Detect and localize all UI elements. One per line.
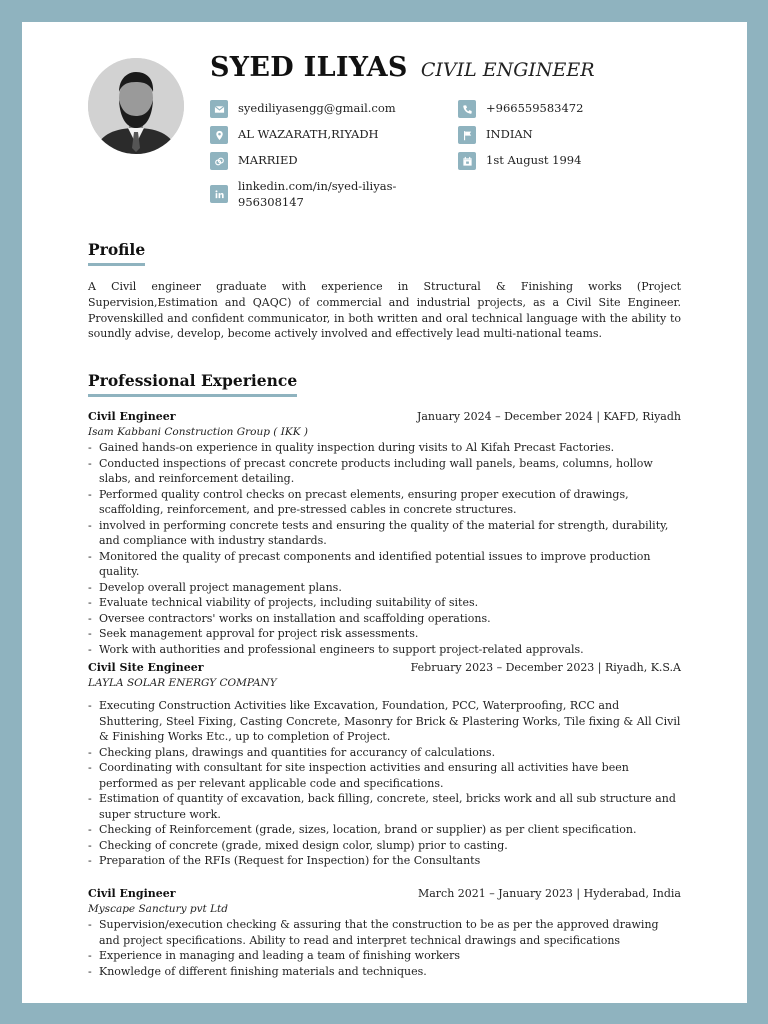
list-item: - Monitored the quality of precast components and identified potential issues to improve production quality. [88,549,681,580]
phone-icon [458,100,476,118]
job-dates-location: January 2024 – December 2024 | KAFD, Riyadh [416,410,681,423]
profile-summary: A Civil engineer graduate with experience in Structural & Finishing works (Project Supervision,Estimation and QAQC) of commercial and industrial projects, as a Civil Site Engineer. Provenskilled and confident communicator, in both written and oral technical language with the ability to soundly advise, develop, become actively involved and effectively lead multi-national teams. [88,280,681,341]
person-portrait-icon [88,58,184,154]
contact-email[interactable] [210,100,396,118]
nationality-text: INDIAN [486,127,533,141]
linkedin-icon [210,185,228,203]
calendar-icon [458,152,476,170]
rings-icon [210,152,228,170]
email-text: syediliyasengg@gmail.com [238,101,396,115]
list-item: - Seek management approval for project risk assessments. [88,626,681,642]
job-role: Civil Engineer [88,887,176,900]
job-dates-location: February 2023 – December 2023 | Riyadh, K.S.A [410,661,681,674]
job-duties-list [88,698,681,869]
job-role: Civil Engineer [88,410,176,423]
location-pin-icon [210,126,228,144]
experience-entry [88,409,681,657]
full-name: SYED ILIYAS [210,52,408,83]
list-item: - Develop overall project management plans. [88,580,681,596]
linkedin-line-2: 956308147 [238,195,304,209]
phone-text: +966559583472 [486,101,584,115]
list-item: - Performed quality control checks on precast elements, ensuring proper execution of drawings, scaffolding, reinforcement, and pre-stressed cables in concrete structures. [88,487,681,518]
list-item: - involved in performing concrete tests and ensuring the quality of the material for strength, durability, and compliance with industry standards. [88,518,681,549]
profile-heading: Profile [88,240,145,266]
list-item: - Conducted inspections of precast concrete products including wall panels, beams, columns, hollow slabs, and reinforcement detailing. [88,456,681,487]
flag-icon [458,126,476,144]
envelope-icon [210,100,228,118]
job-company: Myscape Sanctury pvt Ltd [88,902,228,915]
list-item: - Oversee contractors' works on installation and scaffolding operations. [88,611,681,627]
list-item: - Preparation of the RFIs (Request for Inspection) for the Consultants [88,853,681,869]
list-item: - Checking of Reinforcement (grade, sizes, location, brand or supplier) as per client specification. [88,822,681,838]
birthdate-text: 1st August 1994 [486,153,582,167]
list-item: - Gained hands-on experience in quality inspection during visits to Al Kifah Precast Factories. [88,440,681,456]
job-title: CIVIL ENGINEER [420,59,595,81]
list-item: - Supervision/execution checking & assuring that the construction to be as per the approved drawing and project specifications. Ability to read and interpret technical drawings and specifications [88,917,681,948]
contact-marital-status [210,152,298,170]
list-item: - Evaluate technical viability of projects, including suitability of sites. [88,595,681,611]
experience-entry [88,886,681,979]
contact-nationality [458,126,533,144]
list-item: - Checking of concrete (grade, mixed design color, slump) prior to casting. [88,838,681,854]
list-item: - Checking plans, drawings and quantities for accurancy of calculations. [88,745,681,761]
contact-phone[interactable] [458,100,583,118]
job-duties-list [88,440,681,657]
contact-birthdate [458,152,581,170]
marital-status-text: MARRIED [238,153,298,167]
job-company: LAYLA SOLAR ENERGY COMPANY [88,676,277,689]
linkedin-text [238,178,396,210]
list-item: - Work with authorities and professional engineers to support project-related approvals. [88,642,681,658]
experience-entry [88,660,681,869]
list-item: - Estimation of quantity of excavation, back filling, concrete, steel, bricks work and all sub structure and super structure work. [88,791,681,822]
job-role: Civil Site Engineer [88,661,204,674]
address-text: AL WAZARATH,RIYADH [238,127,379,141]
job-dates-location: March 2021 – January 2023 | Hyderabad, India [417,887,681,900]
job-company: Isam Kabbani Construction Group ( IKK ) [88,425,308,438]
linkedin-line-1: linkedin.com/in/syed-iliyas- [238,179,397,193]
experience-heading: Professional Experience [88,371,297,397]
header [210,52,595,83]
list-item: - Experience in managing and leading a team of finishing workers [88,948,681,964]
profile-photo [88,58,184,154]
contact-linkedin[interactable] [210,178,396,210]
list-item: - Executing Construction Activities like Excavation, Foundation, PCC, Waterproofing, RCC and Shuttering, Steel Fixing, Casting Concrete, Masonry for Brick & Plastering Works, Tile fixing & All Civil & Finishing Works Etc., up to completion of Project. [88,698,681,745]
list-item: - Coordinating with consultant for site inspection activities and ensuring all activities have been performed as per relevant applicable code and specifications. [88,760,681,791]
job-duties-list [88,917,681,979]
contact-address [210,126,379,144]
list-item: - Knowledge of different finishing materials and techniques. [88,964,681,980]
